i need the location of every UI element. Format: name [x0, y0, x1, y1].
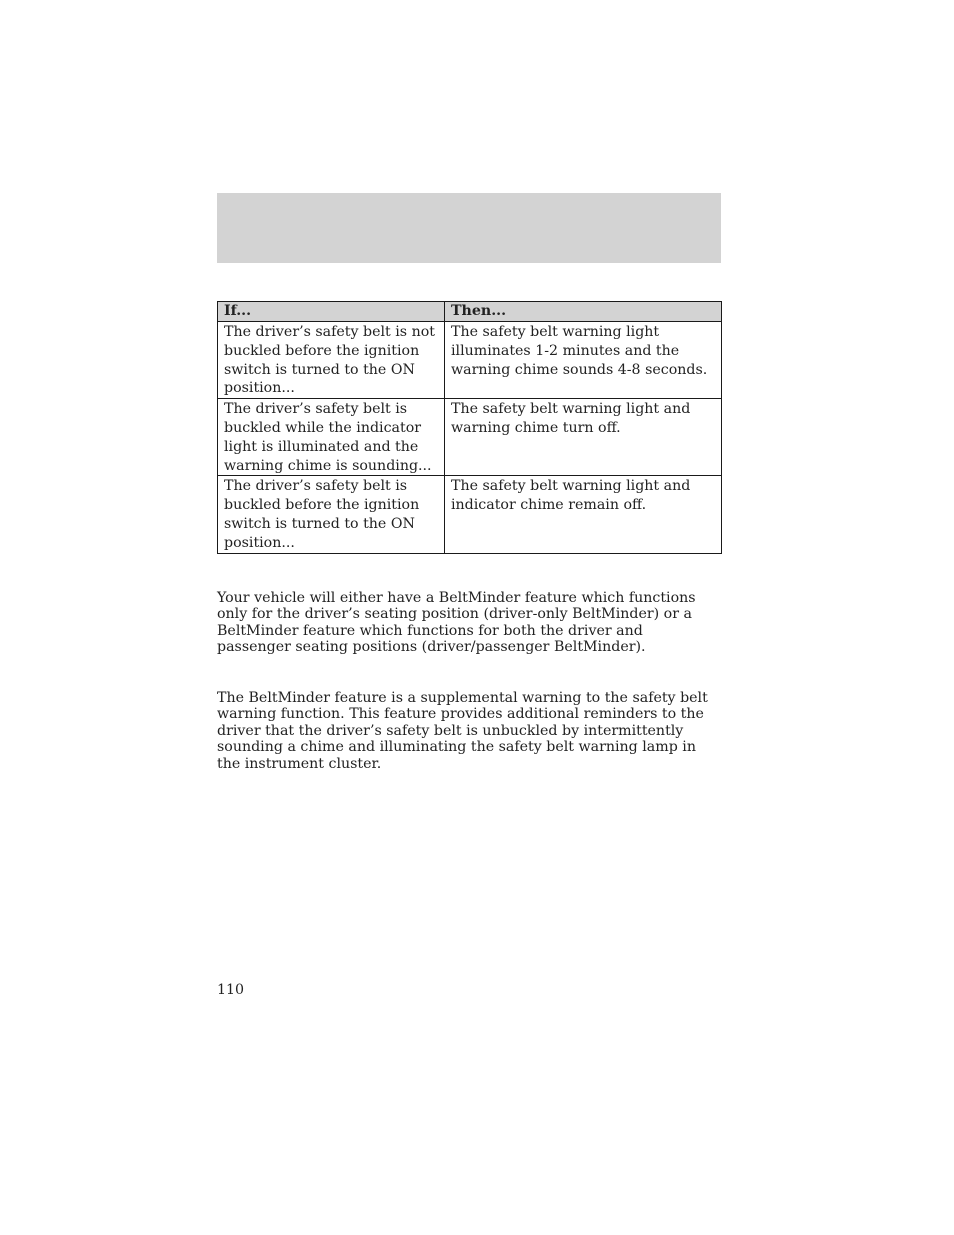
result-cell: The safety belt warning light and warning chime turn off. — [445, 399, 722, 476]
table-header-row — [218, 302, 722, 322]
section-header-band — [217, 193, 721, 263]
result-cell: The safety belt warning light and indicator chime remain off. — [445, 476, 722, 553]
safety-belt-warning-table — [217, 301, 722, 554]
table-row — [218, 476, 722, 553]
result-cell: The safety belt warning light illuminates 1-2 minutes and the warning chime sounds 4-8 seconds. — [445, 322, 722, 399]
condition-cell: The driver’s safety belt is buckled before the ignition switch is turned to the ON position... — [218, 476, 445, 553]
column-header-then: Then... — [445, 302, 722, 322]
page-number: 110 — [217, 982, 245, 998]
column-header-if: If... — [218, 302, 445, 322]
beltminder-intro-paragraph: Your vehicle will either have a BeltMinder feature which functions only for the driver’s seating position (driver-only BeltMinder) or a BeltMinder feature which functions for both the driver and passenger seating positions (driver/passenger BeltMinder). — [217, 590, 696, 656]
condition-cell: The driver’s safety belt is not buckled before the ignition switch is turned to the ON position... — [218, 322, 445, 399]
condition-cell: The driver’s safety belt is buckled while the indicator light is illuminated and the warning chime is sounding... — [218, 399, 445, 476]
table-row — [218, 399, 722, 476]
table-row — [218, 322, 722, 399]
beltminder-description-paragraph: The BeltMinder feature is a supplemental warning to the safety belt warning function. This feature provides additional reminders to the driver that the driver’s safety belt is unbuckled by intermittently sounding a chime and illuminating the safety belt warning lamp in the instrument cluster. — [217, 690, 708, 772]
